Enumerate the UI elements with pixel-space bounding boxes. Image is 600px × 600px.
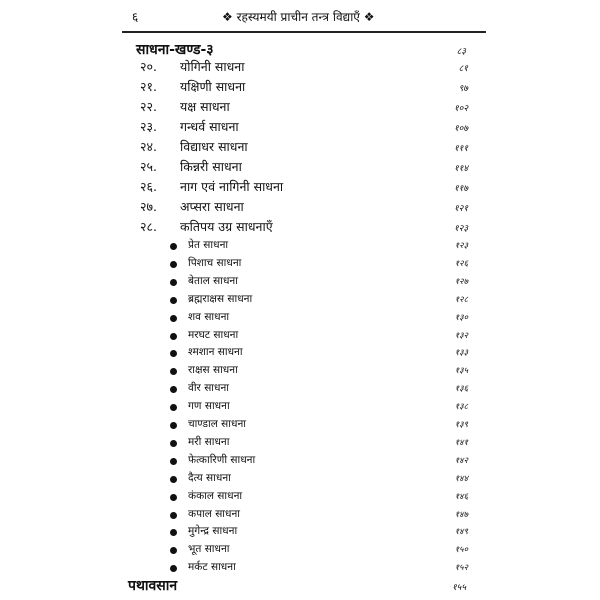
subentry-title: मर्कट साधना (188, 561, 236, 574)
subentry-title: मरी साधना (188, 435, 230, 448)
toc-subentry (112, 310, 492, 328)
entry-title: यक्ष साधना (180, 99, 230, 114)
subentry-title: भूत साधना (188, 543, 230, 556)
entry-page-number: १२१ (453, 204, 468, 214)
bullet-icon (170, 476, 177, 483)
subentry-page-number: १३२ (454, 330, 468, 341)
entry-number: २८. (140, 219, 157, 234)
subentry-title: कंकाल साधना (188, 489, 243, 502)
subentry-title: प्रेत साधना (188, 239, 229, 251)
entry-page-number: ११४ (453, 164, 468, 174)
subentry-page-number: १३० (454, 312, 468, 323)
subentry-page-number: १४६ (454, 491, 468, 502)
entry-page-number: ८१ (458, 64, 468, 74)
toc-subentry (112, 542, 492, 560)
bullet-icon (170, 565, 177, 572)
subentry-page-number: १२७ (454, 276, 468, 287)
entry-number: २३. (140, 119, 157, 134)
bullet-icon (170, 404, 177, 411)
bullet-icon (170, 315, 177, 322)
header-rule (122, 31, 486, 33)
running-title: ❖ रहस्यमयी प्राचीन तन्त्र विद्याएँ ❖ (222, 10, 375, 24)
bullet-icon (170, 494, 177, 501)
entry-number: २६. (140, 179, 157, 194)
subentry-page-number: १४१ (454, 437, 468, 448)
toc-subentry (112, 256, 492, 274)
toc-entry (112, 98, 492, 118)
footer-label: पथावसान (128, 578, 178, 594)
book-page (112, 0, 492, 600)
entry-page-number: १२३ (453, 224, 468, 234)
subentry-page-number: १४७ (454, 509, 468, 520)
subentry-title: राक्षस साधना (188, 364, 238, 377)
toc-subentry (112, 238, 492, 256)
toc-subentry (112, 363, 492, 381)
subentry-title: शव साधना (188, 310, 230, 323)
entry-title: योगिनी साधना (180, 59, 245, 74)
entry-page-number: ९७ (458, 84, 468, 94)
entry-number: २२. (140, 99, 157, 114)
toc-subentry (112, 345, 492, 363)
bullet-icon (170, 512, 177, 519)
subentry-title: श्मशान साधना (188, 346, 243, 359)
bullet-icon (170, 547, 177, 554)
entry-page-number: १०७ (453, 124, 468, 134)
bullet-icon (170, 279, 177, 286)
toc-subentry (112, 328, 492, 346)
subentry-title: ब्रह्मराक्षस साधना (188, 292, 253, 305)
bullet-icon (170, 350, 177, 357)
toc-subentry (112, 292, 492, 310)
entry-number: २५. (140, 159, 157, 174)
bullet-icon (170, 243, 177, 250)
page-header (112, 8, 492, 30)
entry-number: २०. (140, 59, 157, 74)
bullet-icon (170, 333, 177, 340)
toc-entry (112, 118, 492, 138)
subentry-title: मरघट साधना (188, 328, 239, 341)
bullet-icon (170, 458, 177, 465)
subentry-page-number: १४९ (454, 527, 468, 538)
subentry-page-number: १२६ (454, 258, 468, 269)
bullet-icon (170, 440, 177, 447)
subentry-title: पिशाच साधना (188, 256, 242, 269)
subentry-page-number: १५२ (454, 563, 468, 574)
toc-entry (112, 218, 492, 238)
page-number: ६ (132, 10, 139, 24)
entry-title: अप्सरा साधना (180, 199, 244, 214)
subentry-page-number: १२८ (454, 294, 468, 305)
entry-page-number: १११ (453, 144, 468, 154)
toc-subentry (112, 524, 492, 542)
entry-number: २७. (140, 199, 157, 214)
subentry-title: फेत्कारिणी साधना (188, 453, 256, 466)
bullet-icon (170, 529, 177, 536)
entry-title: किन्नरी साधना (180, 159, 242, 174)
toc-subentry (112, 471, 492, 489)
subentry-title: वीर साधना (188, 382, 230, 395)
entry-page-number: ११७ (453, 184, 468, 194)
subentry-page-number: १४२ (454, 455, 468, 466)
toc-entry (112, 58, 492, 78)
toc-subentry (112, 507, 492, 525)
toc-entry (112, 158, 492, 178)
subentry-page-number: १२३ (454, 241, 468, 251)
subentry-page-number: १३३ (454, 348, 468, 359)
subentry-page-number: १५० (454, 545, 468, 556)
entry-title: नाग एवं नागिनी साधना (180, 179, 284, 194)
subentry-page-number: १३९ (454, 420, 468, 430)
entry-title: यक्षिणी साधना (180, 79, 246, 94)
subentry-title: कपाल साधना (188, 507, 241, 520)
subentry-page-number: १३६ (454, 384, 468, 395)
bullet-icon (170, 297, 177, 304)
subentry-title: गण साधना (188, 400, 230, 413)
subentry-title: बेताल साधना (188, 274, 238, 287)
entry-title: गन्धर्व साधना (180, 119, 239, 134)
subentry-title: मुगेन्द्र साधना (188, 525, 238, 538)
subentry-page-number: १४४ (454, 473, 468, 484)
toc-subentry (112, 417, 492, 435)
entry-number: २१. (140, 79, 157, 94)
toc-subentry (112, 399, 492, 417)
entry-page-number: १०२ (453, 104, 468, 114)
subentry-title: दैत्य साधना (188, 471, 231, 484)
footer-page-number: १५५ (451, 583, 466, 593)
entry-number: २४. (140, 139, 157, 154)
toc-entry (112, 78, 492, 98)
toc-subentry (112, 381, 492, 399)
bullet-icon (170, 422, 177, 429)
bullet-icon (170, 386, 177, 393)
bullet-icon (170, 368, 177, 375)
section-page-number: ८३ (456, 47, 466, 57)
toc-entry (112, 178, 492, 198)
entry-title: विद्याधर साधना (180, 139, 248, 154)
bullet-icon (170, 261, 177, 268)
section-title: साधना-खण्ड-३ (136, 42, 214, 58)
toc-subentry (112, 453, 492, 471)
subentry-title: चाण्डाल साधना (188, 418, 246, 430)
toc-subentry (112, 274, 492, 292)
toc-entry (112, 138, 492, 158)
subentry-page-number: १३५ (454, 366, 468, 377)
entry-title: कतिपय उग्र साधनाएँ (180, 219, 273, 234)
toc-entry (112, 198, 492, 218)
toc-subentry (112, 435, 492, 453)
toc-subentry (112, 489, 492, 507)
subentry-page-number: १३८ (454, 402, 468, 413)
